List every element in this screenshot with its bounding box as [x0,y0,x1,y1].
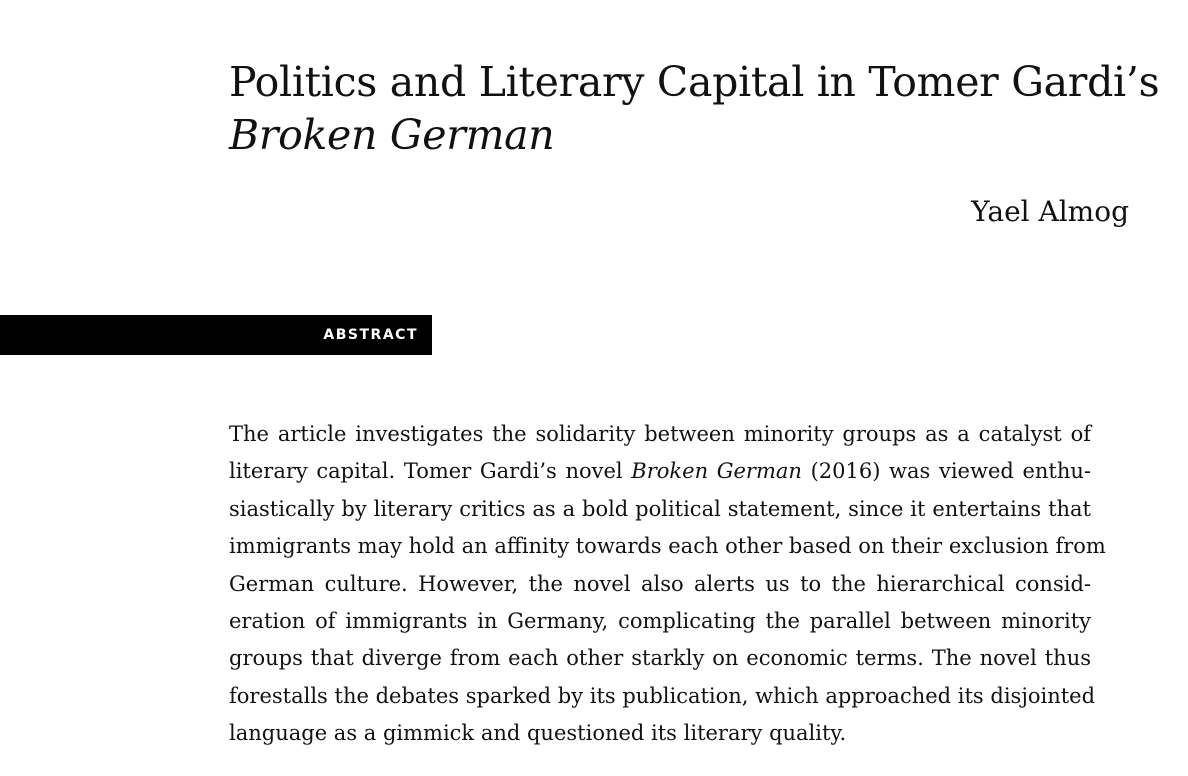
abstract-line-text: literary capital. Tomer Gardi’s novel [229,459,632,484]
book-title-italic: Broken German [631,459,802,484]
abstract-line-text: (2016) was viewed enthu- [801,459,1091,484]
abstract-line: The article investigates the solidarity between minority groups as a catalyst of [229,422,1091,446]
author-name: Yael Almog [971,195,1129,228]
abstract-line: German culture. However, the novel also alerts us to the hierarchical consid- [229,571,1091,596]
abstract-line [229,453,1091,490]
abstract-line: groups that diverge from each other starkly on economic terms. The novel thus [229,646,1091,671]
article-title-line-1: Politics and Literary Capital in Tomer Gardi’s [229,58,1160,106]
abstract-label: ABSTRACT [323,327,418,343]
abstract-line: language as a gimmick and questioned its literary quality. [229,721,847,746]
abstract-section-bar [0,315,432,355]
article-title [229,56,1160,162]
abstract-line: immigrants may hold an affinity towards each other based on their exclusion from [229,534,1106,559]
article-title-line-2: Broken German [229,111,555,159]
abstract-line: siastically by literary critics as a bold political statement, since it entertains that [229,496,1091,521]
abstract-line: eration of immigrants in Germany, complicating the parallel between minority [229,609,1091,634]
abstract-text [229,416,1106,753]
abstract-line: forestalls the debates sparked by its publication, which approached its disjointed [229,683,1096,708]
